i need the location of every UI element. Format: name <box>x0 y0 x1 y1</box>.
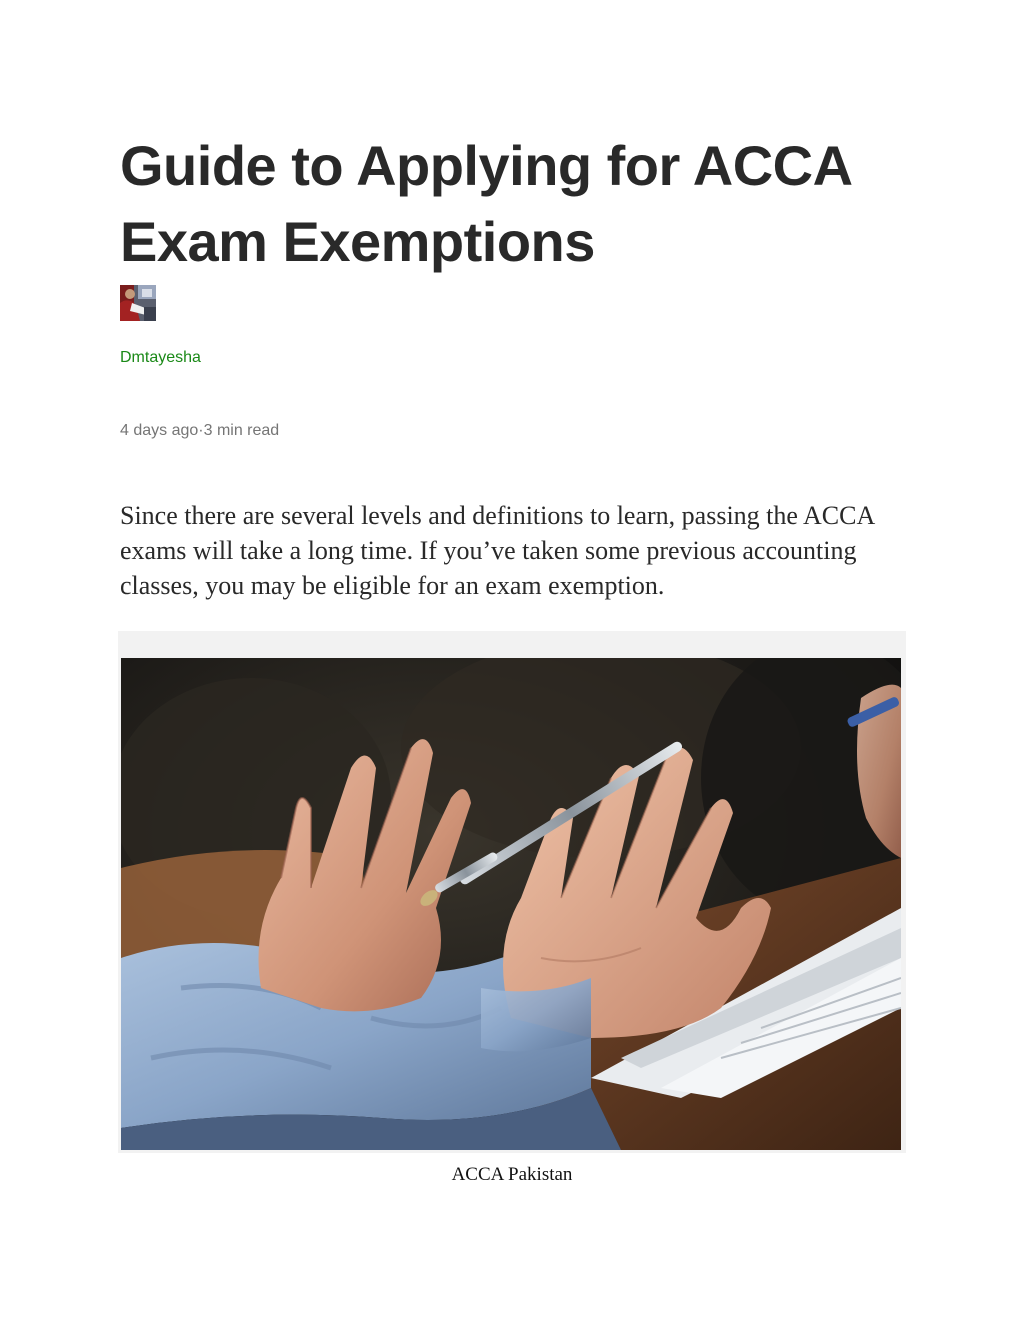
intro-paragraph: Since there are several levels and definitions to learn, passing the ACCA exams will take a long time. If you’ve taken some previous accounting classes, you may be eligible for an exam exemption. <box>120 501 874 600</box>
published-date: 4 days ago <box>120 422 199 439</box>
hands-photo-illustration <box>121 658 901 1150</box>
article-title: Guide to Applying for ACCA Exam Exemptions <box>120 134 851 273</box>
meta-separator: · <box>198 422 204 439</box>
avatar-image <box>120 285 156 321</box>
read-time: 3 min read <box>203 422 280 439</box>
author-avatar[interactable] <box>120 285 156 321</box>
article-photo[interactable] <box>121 658 901 1150</box>
figure-caption: ACCA Pakistan <box>451 1164 573 1185</box>
article-meta <box>120 421 279 441</box>
author-name-link[interactable]: Dmtayesha <box>120 349 201 366</box>
